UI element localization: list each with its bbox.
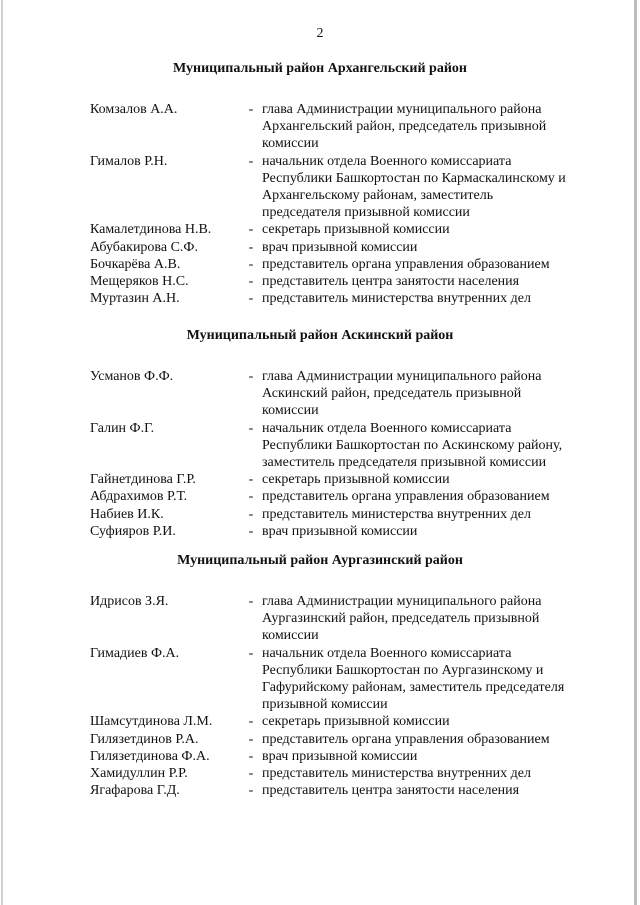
member-row — [90, 420, 610, 472]
member-dash: - — [248, 472, 254, 488]
member-dash: - — [248, 489, 254, 505]
member-row — [90, 290, 610, 307]
page-scan-edge-left — [1, 0, 3, 905]
member-row — [90, 221, 610, 238]
member-role: начальник отдела Военного комиссариата Республики Башкортостан по Кармаскалинскому и Архангельскому районам, заместитель председателя призывной комиссии — [262, 153, 566, 221]
member-row — [90, 645, 610, 714]
member-row — [90, 523, 610, 540]
member-name: Гилязетдинова Ф.А. — [90, 748, 210, 764]
member-role: врач призывной комиссии — [262, 523, 418, 539]
member-dash: - — [248, 748, 254, 764]
member-role: секретарь призывной комиссии — [262, 714, 450, 730]
member-name: Гайнетдинова Г.Р. — [90, 472, 196, 488]
member-name: Идрисов З.Я. — [90, 594, 169, 609]
member-name: Гимадиев Ф.А. — [90, 645, 180, 661]
member-list — [90, 368, 610, 540]
member-role: начальник отдела Военного комиссариата Республики Башкортостан по Аургазинскому и Гафурийскому районам, заместитель председателя призывной комиссии — [262, 645, 565, 713]
member-list — [90, 101, 610, 307]
member-role: глава Администрации муниципального района Архангельский район, председатель призывной комиссии — [262, 102, 547, 152]
member-row — [90, 748, 610, 765]
member-role: начальник отдела Военного комиссариата Республики Башкортостан по Аскинскому району, заместитель председателя призывной комиссии — [262, 420, 563, 471]
member-dash: - — [248, 369, 254, 384]
member-list — [90, 593, 610, 799]
member-role: представитель органа управления образованием — [262, 731, 550, 747]
member-dash: - — [248, 256, 254, 272]
member-dash: - — [248, 506, 254, 522]
member-name: Шамсутдинова Л.М. — [90, 714, 213, 730]
member-name: Набиев И.К. — [90, 506, 164, 522]
member-role: глава Администрации муниципального района Аургазинский район, председатель призывной комиссии — [262, 594, 542, 644]
member-name: Бочкарёва А.В. — [90, 256, 181, 272]
member-name: Абдрахимов Р.Т. — [90, 489, 188, 505]
member-role: врач призывной комиссии — [262, 748, 418, 764]
member-row — [90, 731, 610, 748]
member-row — [90, 713, 610, 730]
member-row — [90, 506, 610, 523]
member-dash: - — [248, 274, 254, 290]
member-dash: - — [248, 420, 254, 436]
section-askinsky — [90, 327, 610, 540]
member-dash: - — [248, 783, 254, 799]
page-scan-edge-right — [634, 0, 637, 905]
section-aurgazinsky — [90, 552, 610, 799]
section-title: Муниципальный район Аургазинский район — [177, 553, 463, 568]
member-row — [90, 368, 610, 420]
member-name: Ягафарова Г.Д. — [90, 783, 180, 799]
member-row — [90, 593, 610, 645]
member-role: секретарь призывной комиссии — [262, 472, 450, 488]
member-name: Суфияров Р.И. — [90, 523, 176, 539]
member-row — [90, 471, 610, 488]
member-role: представитель органа управления образованием — [262, 489, 550, 505]
member-dash: - — [248, 731, 254, 747]
member-row — [90, 765, 610, 782]
member-role: секретарь призывной комиссии — [262, 222, 450, 238]
member-dash: - — [248, 594, 254, 609]
member-dash: - — [248, 645, 254, 661]
member-dash: - — [248, 523, 254, 539]
member-row — [90, 782, 610, 799]
section-title: Муниципальный район Аскинский район — [186, 328, 454, 343]
member-role: представитель центра занятости населения — [262, 783, 520, 799]
member-row — [90, 256, 610, 273]
member-role: представитель министерства внутренних дел — [262, 766, 531, 782]
member-name: Абубакирова С.Ф. — [90, 239, 198, 255]
member-dash: - — [248, 153, 254, 169]
member-name: Гилязетдинов Р.А. — [90, 731, 199, 747]
member-row — [90, 101, 610, 153]
member-name: Галин Ф.Г. — [90, 420, 155, 436]
member-name: Камалетдинова Н.В. — [90, 222, 212, 238]
section-title: Муниципальный район Архангельский район — [173, 61, 467, 76]
member-name: Мещеряков Н.С. — [90, 274, 189, 290]
member-name: Усманов Ф.Ф. — [90, 369, 174, 384]
member-dash: - — [248, 291, 254, 307]
member-row — [90, 488, 610, 505]
member-name: Комзалов А.А. — [90, 102, 178, 117]
member-dash: - — [248, 714, 254, 730]
member-row — [90, 273, 610, 290]
member-dash: - — [248, 102, 254, 117]
member-role: глава Администрации муниципального района Аскинский район, председатель призывной комиссии — [262, 369, 542, 419]
member-dash: - — [248, 766, 254, 782]
page-number: 2 — [316, 26, 324, 41]
member-dash: - — [248, 239, 254, 255]
member-role: представитель органа управления образованием — [262, 256, 550, 272]
member-name: Гималов Р.Н. — [90, 153, 168, 169]
member-dash: - — [248, 222, 254, 238]
member-row — [90, 239, 610, 256]
member-name: Хамидуллин Р.Р. — [90, 766, 188, 782]
member-role: представитель министерства внутренних дел — [262, 506, 531, 522]
member-row — [90, 153, 610, 222]
member-role: врач призывной комиссии — [262, 239, 418, 255]
member-name: Муртазин А.Н. — [90, 291, 180, 307]
member-role: представитель центра занятости населения — [262, 274, 520, 290]
member-role: представитель министерства внутренних дел — [262, 291, 531, 307]
section-arkhangelsky — [90, 60, 610, 307]
